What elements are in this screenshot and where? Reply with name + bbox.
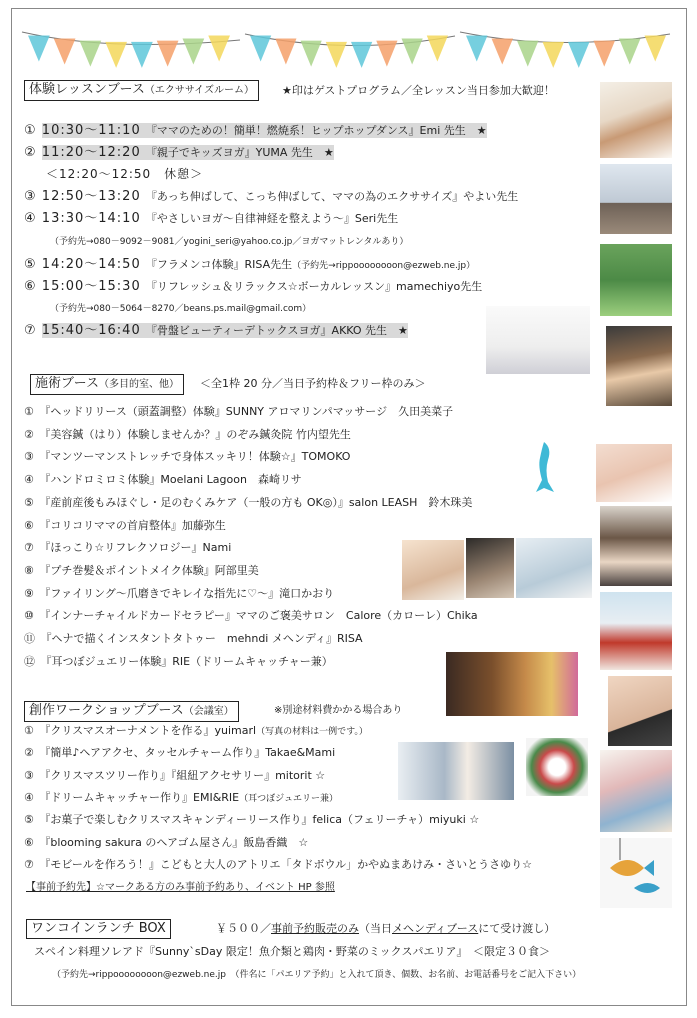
workshop-item: ⑥ 『blooming sakura のヘアゴム屋さん』飯島香織 ☆ <box>24 835 309 849</box>
bunting-flag <box>402 38 423 64</box>
treatment-photo-henna <box>446 652 578 716</box>
lunch-reservation: （予約先→rippoooooooon@ezweb.ne.jp （件名に「パエリア予約」と入れて頂き、個数、お名前、お電話番号をご記入下さい） <box>52 970 582 980</box>
instructor-photo-akko <box>486 306 590 374</box>
lesson-item-2: ② 11:20～12:20 『親子でキッズヨガ』YUMA 先生 ★ <box>24 145 334 160</box>
lunch-price-line: ￥５００／事前予約販売のみ（当日メヘンディブースにて受け渡し） <box>216 922 556 935</box>
bunting-flag <box>645 36 667 62</box>
workshop-photo-dreamcatcher <box>398 742 514 800</box>
bunting-flag <box>301 41 322 67</box>
bunting-flag <box>131 42 153 68</box>
treatment-item: ⑥ 『コリコリママの首肩整体』加藤弥生 <box>24 518 226 532</box>
workshop-item: ④ 『ドリームキャッチャー作り』EMI&RIE（耳つぼジュエリー兼） <box>24 790 338 804</box>
lesson-item-4: ④ 13:30～14:10 『やさしいヨガ～自律神経を整えよう～』Seri先生 <box>24 211 399 226</box>
section-title-text: 創作ワークショップブース <box>29 703 184 718</box>
lesson-time: 15:40～16:40 <box>41 323 141 338</box>
treatment-item: ④ 『ハンドロミロミ体験』Moelani Lagoon 森崎リサ <box>24 473 302 487</box>
instructor-photo-outdoor <box>600 244 672 316</box>
lesson-item-6: ⑥ 15:00～15:30 『リフレッシュ＆リラックス☆ボーカルレッスン』mamechiyo先生 <box>24 279 483 294</box>
section-lunch-title: ワンコインランチ BOX <box>26 919 171 939</box>
bunting-flag <box>275 38 296 64</box>
bunting-flag <box>376 41 397 67</box>
section-lesson-title <box>24 80 259 101</box>
treatment-photo-massage <box>402 540 464 600</box>
bunting-flag <box>427 36 448 62</box>
lesson-text: 『リフレッシュ＆リラックス☆ボーカルレッスン』mamechiyo先生 <box>145 280 483 293</box>
treatment-item: ⑧ 『プチ巻髪＆ポイントメイク体験』阿部里美 <box>24 563 259 577</box>
workshop-item: ② 『簡単♪ヘアアクセ、タッセルチャーム作り』Takae&Mami <box>24 746 336 760</box>
workshop-photo-accessories <box>600 750 672 832</box>
bunting-flag <box>594 41 616 67</box>
treatment-item: ⑤ 『産前産後もみほぐし・足のむくみケア（一般の方も OK◎）』salon LEASH 鈴木珠美 <box>24 495 473 509</box>
section-title-sub: （多目的室、他） <box>98 379 179 390</box>
instructor-photo-glasses <box>606 326 672 406</box>
fish-mobile-icon <box>600 838 672 908</box>
bunting-flag <box>28 36 50 62</box>
instructor-photo-yoga <box>600 164 672 234</box>
bunting-flag <box>619 38 641 64</box>
lesson-text: 『骨盤ビューティーデトックスヨガ』AKKO 先生 ★ <box>145 324 408 337</box>
lesson-time: 12:50～13:20 <box>41 189 141 204</box>
bunting-flag <box>250 36 271 62</box>
bunting-flag <box>517 41 539 67</box>
instructor-photo-emi <box>600 82 672 158</box>
lesson-time: 13:30～14:10 <box>41 211 141 226</box>
lunch-break: ＜12:20～12:50 休憩＞ <box>46 167 204 181</box>
lesson-item-1: ① 10:30～11:10 『ママのための！簡単！燃焼系！ヒップホップダンス』Emi 先生 ★ <box>24 123 487 138</box>
lesson-text: 『フラメンコ体験』RISA先生 <box>145 258 293 271</box>
workshop-item: ⑤ 『お菓子で楽しむクリスマスキャンディーリース作り』felica（フェリーチャ）miyuki ☆ <box>24 813 480 827</box>
section-title-text: 施術ブース <box>35 376 99 391</box>
section-title-sub: （会議室） <box>183 706 234 717</box>
workshop-item: ③ 『クリスマスツリー作り』『組紐アクセサリー』mitorit ☆ <box>24 768 326 782</box>
treatment-item: ① 『ヘッドリリース（頭蓋調整）体験』SUNNY アロマリンパマッサージ 久田美菜子 <box>24 405 454 418</box>
treatment-photo-ear <box>608 676 672 746</box>
bunting-flag <box>466 36 488 62</box>
section-title-text: 体験レッスンブース <box>29 82 145 97</box>
section-title-sub: （エクササイズルーム） <box>144 85 255 96</box>
treatment-item: ⑩ 『インナーチャイルドカードセラピー』ママのご褒美サロン Calore（カローレ）Chika <box>24 609 478 623</box>
lesson-time: 15:00～15:30 <box>41 279 141 294</box>
lesson-item-7: ⑦ 15:40～16:40 『骨盤ビューティーデトックスヨガ』AKKO 先生 ★ <box>24 323 408 338</box>
treatment-item: ⑪ 『ヘナで描くインスタントタトゥー mehndi メヘンディ』RISA <box>24 632 363 645</box>
treatment-photo-people <box>600 506 672 586</box>
bunting-flag <box>54 38 76 64</box>
workshop-note: ※別途材料費かかる場合あり <box>274 705 403 716</box>
treatment-item: ② 『美容鍼（はり）体験しませんか？』のぞみ鍼灸院 竹内望先生 <box>24 427 351 441</box>
bunting-flag <box>351 42 372 68</box>
bunting-flag <box>492 38 514 64</box>
bunting-flag <box>105 42 127 68</box>
treatment-photo-nails <box>516 538 592 598</box>
lesson-text: 『ママのための！簡単！燃焼系！ヒップホップダンス』Emi 先生 ★ <box>145 124 487 137</box>
treatment-item: ⑫ 『耳つぼジュエリー体験』RIE（ドリームキャッチャー兼） <box>24 654 333 668</box>
lesson-item-5: ⑤ 14:20～14:50 『フラメンコ体験』RISA先生（予約先→rippoooooooon@ezweb.ne.jp） <box>24 257 476 272</box>
workshop-photo-wreath <box>526 738 588 796</box>
bunting-flag <box>568 42 590 68</box>
bunting-flag <box>208 36 230 62</box>
workshop-footnote: 【事前予約先】☆マークある方のみ事前予約あり、イベント HP 参照 <box>26 882 335 893</box>
treatment-item: ③ 『マンツーマンストレッチで身体スッキリ！体験☆』TOMOKO <box>24 450 351 464</box>
treatment-item: ⑨ 『ファイリング～爪磨きでキレイな指先に♡～』滝口かおり <box>24 586 335 600</box>
lesson-item-3: ③ 12:50～13:20 『あっち伸ばして、こっち伸ばして、ママの為のエクササイズ』やよい先生 <box>24 189 519 204</box>
bunting-flag <box>80 41 102 67</box>
bunting-flag <box>326 42 347 68</box>
treatment-photo-face <box>596 444 672 502</box>
workshop-item: ⑦ 『モビールを作ろう！』こどもと大人のアトリエ「タドボウル」かやぬまあけみ・さいとうさゆり☆ <box>24 857 533 871</box>
bunting-flag <box>157 41 179 67</box>
treatment-photo-stretch <box>466 538 514 598</box>
lesson-time: 10:30～11:10 <box>41 123 141 138</box>
treatment-photo-salon <box>600 592 672 670</box>
lesson-reservation: （予約先→080－9092－9081／yogini_seri@yahoo.co.jp／ヨガマットレンタルあり） <box>50 237 409 247</box>
lesson-text: 『親子でキッズヨガ』YUMA 先生 ★ <box>145 146 334 159</box>
lesson-time: 14:20～14:50 <box>41 257 141 272</box>
lesson-note: ★印はゲストプログラム／全レッスン当日参加大歓迎！ <box>282 84 555 97</box>
lesson-reservation: （予約先→rippoooooooon@ezweb.ne.jp） <box>292 261 476 271</box>
lesson-text: 『あっち伸ばして、こっち伸ばして、ママの為のエクササイズ』やよい先生 <box>145 190 519 203</box>
bunting-flag <box>543 42 565 68</box>
workshop-item: ① 『クリスマスオーナメントを作る』yuimarl（写真の材料は一例です。） <box>24 724 368 737</box>
treatment-note: ＜全1枠 20 分／当日予約枠＆フリー枠のみ＞ <box>200 377 426 390</box>
lunch-description: スペイン料理ソレアド『Sunny`sDay 限定！魚介類と鶏肉・野菜のミックスパエリア』 ＜限定３０食＞ <box>34 945 551 958</box>
bunting-flags <box>0 22 697 82</box>
treatment-item: ⑦ 『ほっこり☆リフレクソロジー』Nami <box>24 541 232 555</box>
lesson-reservation: （予約先→080－5064－8270／beans.ps.mail@gmail.com） <box>50 304 312 314</box>
section-workshop-title <box>24 701 239 722</box>
bunting-flag <box>183 38 205 64</box>
lesson-time: 11:20～12:20 <box>41 145 141 160</box>
mermaid-icon <box>530 438 558 498</box>
lesson-text: 『やさしいヨガ～自律神経を整えよう～』Seri先生 <box>145 212 399 225</box>
section-treatment-title <box>30 374 184 395</box>
